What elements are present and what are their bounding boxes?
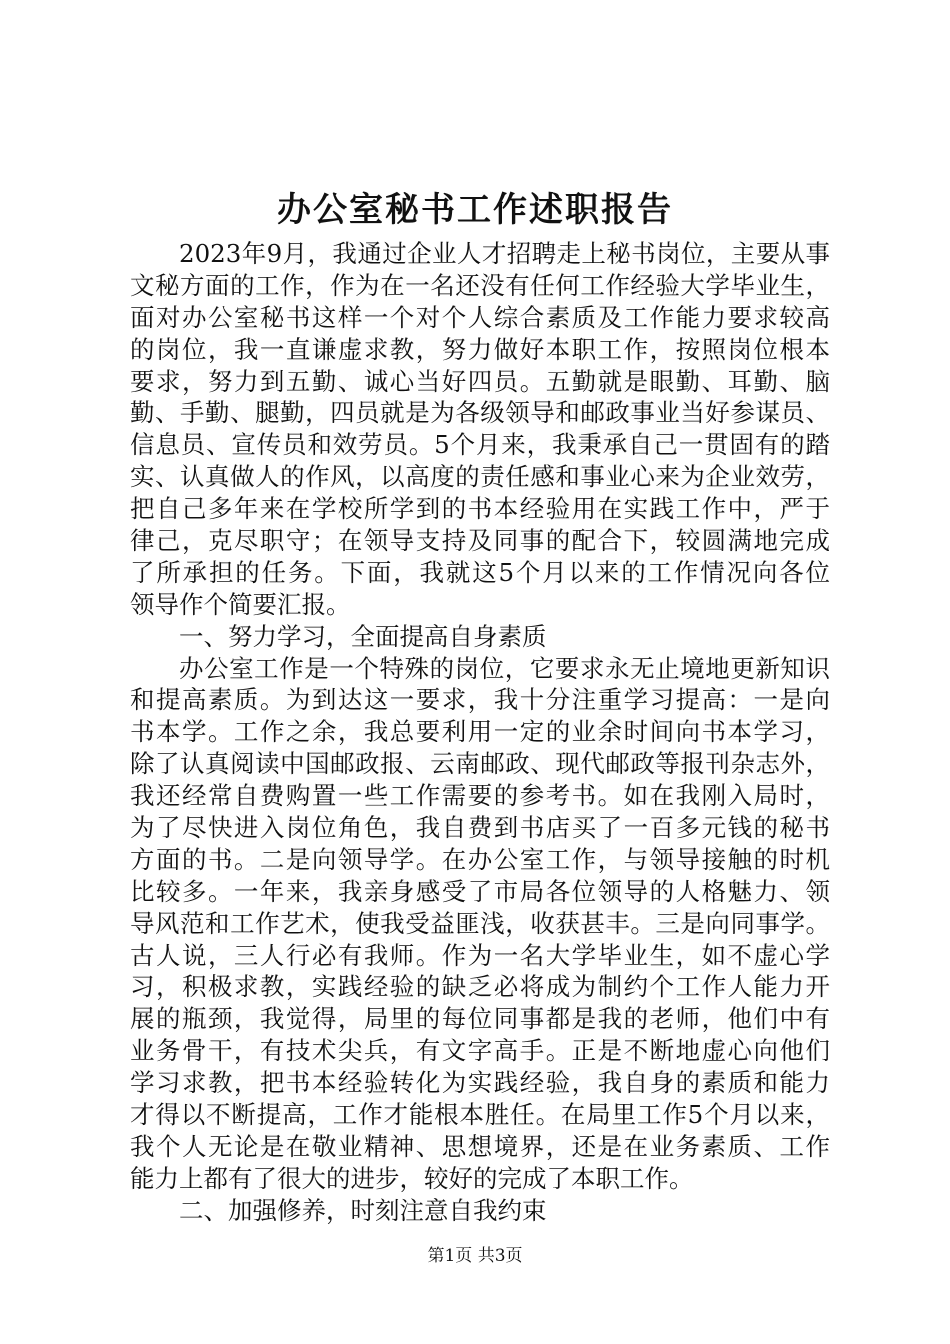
text-line: 勤、手勤、腿勤，四员就是为各级领导和邮政事业当好参谋员、	[130, 398, 830, 428]
text-line: 文秘方面的工作，作为在一名还没有任何工作经验大学毕业生，	[130, 270, 830, 300]
text-line: 信息员、宣传员和效劳员。5个月来，我秉承自己一贯固有的踏	[130, 430, 830, 460]
text-line: 二、加强修养，时刻注意自我约束	[179, 1195, 547, 1225]
text-line: 一、努力学习，全面提高自身素质	[179, 621, 547, 651]
text-line: 面对办公室秘书这样一个对个人综合素质及工作能力要求较高	[130, 302, 830, 332]
text-line: 我还经常自费购置一些工作需要的参考书。如在我刚入局时，	[130, 781, 830, 811]
text-line: 为了尽快进入岗位角色，我自费到书店买了一百多元钱的秘书	[130, 813, 830, 843]
text-line: 实、认真做人的作风，以高度的责任感和事业心来为企业效劳，	[130, 462, 830, 492]
text-line: 的岗位，我一直谦虚求教，努力做好本职工作，按照岗位根本	[130, 334, 830, 364]
text-line: 方面的书。二是向领导学。在办公室工作，与领导接触的时机	[130, 844, 830, 874]
text-line: 学习求教，把书本经验转化为实践经验，我自身的素质和能力	[130, 1068, 830, 1098]
text-line: 才得以不断提高，工作才能根本胜任。在局里工作5个月以来，	[130, 1100, 830, 1130]
text-line: 书本学。工作之余，我总要利用一定的业余时间向书本学习，	[130, 717, 830, 747]
text-line: 2023年9月，我通过企业人才招聘走上秘书岗位，主要从事	[179, 239, 830, 268]
text-line: 能力上都有了很大的进步，较好的完成了本职工作。	[130, 1163, 694, 1193]
text-line: 业务骨干，有技术尖兵，有文字高手。正是不断地虚心向他们	[130, 1036, 830, 1066]
text-line: 习，积极求教，实践经验的缺乏必将成为制约个工作人能力开	[130, 972, 830, 1002]
document-title: 办公室秘书工作述职报告	[277, 190, 673, 230]
text-line: 我个人无论是在敬业精神、思想境界，还是在业务素质、工作	[130, 1131, 830, 1161]
page-footer: 第1页 共3页	[427, 1246, 523, 1266]
text-line: 办公室工作是一个特殊的岗位，它要求永无止境地更新知识	[179, 653, 830, 683]
text-line: 导风范和工作艺术，使我受益匪浅，收获甚丰。三是向同事学。	[130, 908, 830, 938]
text-line: 把自己多年来在学校所学到的书本经验用在实践工作中，严于	[130, 494, 830, 524]
text-line: 比较多。一年来，我亲身感受了市局各位领导的人格魅力、领	[130, 876, 830, 906]
text-line: 除了认真阅读中国邮政报、云南邮政、现代邮政等报刊杂志外，	[130, 749, 830, 779]
text-line: 展的瓶颈，我觉得，局里的每位同事都是我的老师，他们中有	[130, 1004, 830, 1034]
document-body	[130, 238, 830, 1227]
text-line: 古人说，三人行必有我师。作为一名大学毕业生，如不虚心学	[130, 940, 830, 970]
text-line: 要求，努力到五勤、诚心当好四员。五勤就是眼勤、耳勤、脑	[130, 366, 830, 396]
text-line: 和提高素质。为到达这一要求，我十分注重学习提高：一是向	[130, 685, 830, 715]
text-line: 律己，克尽职守；在领导支持及同事的配合下，较圆满地完成	[130, 526, 830, 556]
text-line: 了所承担的任务。下面，我就这5个月以来的工作情况向各位	[130, 557, 830, 587]
text-line: 领导作个简要汇报。	[130, 589, 351, 619]
